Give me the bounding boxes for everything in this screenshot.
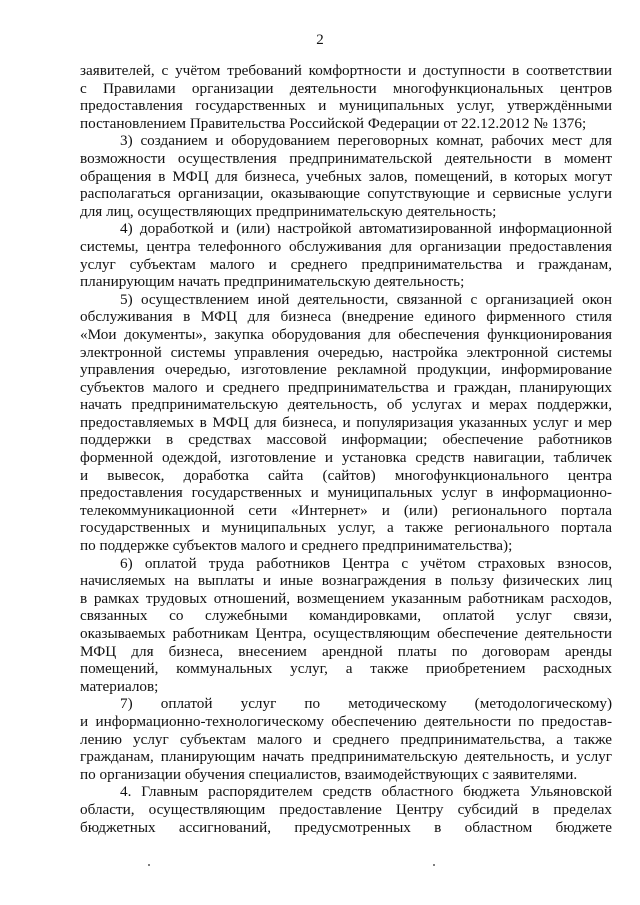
text-line: планирующим начать предпринимательскую деятельность; [80,273,465,291]
text-line: телекоммуникационной сети «Интернет» и (или) регионального портала [80,501,612,519]
text-line: и вывесок, доработка сайта (сайтов) многофункционального центра [80,466,612,484]
text-line: 7) оплатой услуг по методическому (методологическому) [120,695,612,713]
text-line: услуг субъектам малого и среднего предпринимательства и гражданам, [80,255,612,273]
text-line: управления очередью, изготовление рекламной продукции, информирование [80,361,612,379]
text-line: и информационно-технологическому обеспечению деятельности по предостав- [80,712,612,730]
text-line: по организации обучения специалистов, взаимодействующих с заявителями. [80,765,578,783]
paragraph-item-7 [80,695,612,783]
text-line: «Мои документы», закупка оборудования для обеспечения функционирования [80,325,612,343]
text-line: форменной одеждой, изготовление и установка средств навигации, табличек [80,449,612,467]
text-line: связанных со служебными командировками, оплатой услуг связи, [80,607,612,625]
text-line: начать предпринимательскую деятельность, об услугах и мерах поддержки, [80,396,612,414]
text-line: системы, центра телефонного обслуживания для организации предоставления [80,237,612,255]
page-number: 2 [316,32,324,48]
text-line: гражданам, планирующим начать предпринимательскую деятельность, и услуг [80,748,612,766]
text-line: постановлением Правительства Российской Федерации от 22.12.2012 № 1376; [80,114,587,132]
text-line: для лиц, осуществляющих предпринимательскую деятельность; [80,202,497,220]
text-line: МФЦ для бизнеса, внесением арендной платы по договорам аренды [80,642,612,660]
text-line: располагаться организации, оказывающие сопутствующие и сервисные услуги [80,185,612,203]
scan-speck [148,864,150,866]
text-line: оказываемых работникам Центра, осуществляющим обеспечение деятельности [80,625,612,642]
document-body [80,62,612,836]
text-line: 4) доработкой и (или) настройкой автоматизированной информационной [120,220,612,238]
paragraph-continuation [80,62,612,132]
paragraph-item-6 [80,555,612,696]
text-line: бюджетных ассигнований, предусмотренных в областном бюджете [80,818,612,836]
text-line: 6) оплатой труда работников Центра с учётом страховых взносов, [120,554,612,572]
text-line: обращения в МФЦ для бизнеса, учебных залов, помещений, в которых могут [80,167,612,185]
text-line: предоставляемых в МФЦ для бизнеса, и популяризация указанных услуг и мер [80,413,612,431]
text-line: области, осуществляющим предоставление Центру субсидий в пределах [80,800,612,818]
text-line: субъектов малого и среднего предпринимательства и граждан, планирующих [80,378,612,396]
text-line: 4. Главным распорядителем средств областного бюджета Ульяновской [120,783,612,801]
scan-speck [433,864,435,866]
text-line: государственных и муниципальных услуг, а также регионального портала [80,519,612,537]
text-line: 3) созданием и оборудованием переговорных комнат, рабочих мест для [120,132,612,150]
text-line: лению услуг субъектам малого и среднего предпринимательства, а также [80,730,612,748]
text-line: помещений, коммунальных услуг, а также приобретением расходных [80,660,612,678]
text-line: предоставления государственных и муниципальных услуг в информационно- [80,484,612,502]
text-line: с Правилами организации деятельности многофункциональных центров [80,79,612,97]
text-line: начисляемых на выплаты и иные вознаграждения в пользу физических лиц [80,572,612,590]
text-line: возможности осуществления предпринимательской деятельности в момент [80,149,612,167]
text-line: заявителей, с учётом требований комфортности и доступности в соответствии [80,62,612,79]
paragraph-section-4 [80,783,612,836]
text-line: электронной системы управления очередью, настройка электронной системы [80,343,612,361]
paragraph-item-3 [80,132,612,220]
text-line: по поддержке субъектов малого и среднего предпринимательства); [80,537,513,555]
text-line: в рамках трудовых отношений, возмещением указанным работникам расходов, [80,589,612,607]
paragraph-item-5 [80,291,612,555]
text-line: поддержки в средствах массовой информации; обеспечение работников [80,431,612,449]
text-line: предоставления государственных и муниципальных услуг, утверждёнными [80,97,612,115]
text-line: материалов; [80,677,159,695]
text-line: 5) осуществлением иной деятельности, связанной с организацией окон [120,290,612,308]
text-line: обслуживания в МФЦ для бизнеса (внедрение единого фирменного стиля [80,308,612,326]
paragraph-item-4 [80,220,612,290]
